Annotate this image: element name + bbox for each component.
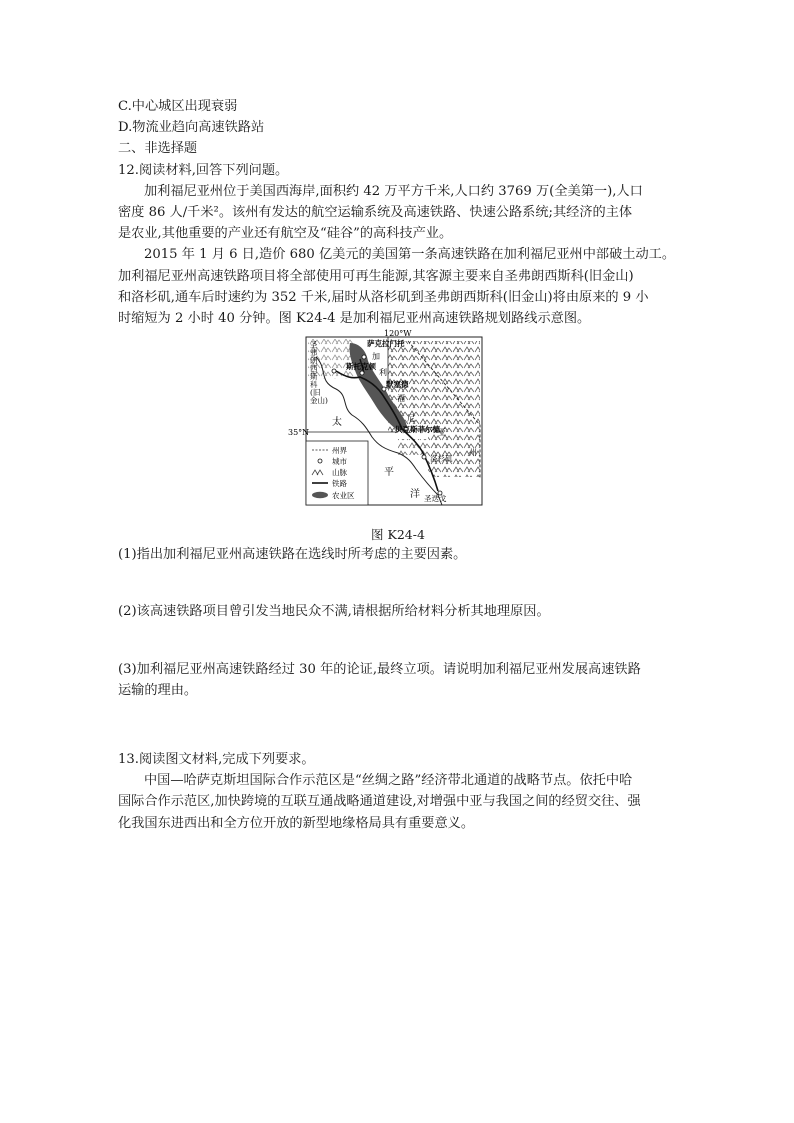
option-c: C.中心城区出现衰弱 bbox=[118, 99, 238, 114]
legend-city: 城市 bbox=[332, 457, 347, 467]
text-line: 加利福尼亚州位于美国西海岸,面积约 42 万平方千米,人口约 3769 万(全美第一),人口 bbox=[144, 183, 643, 199]
city-dot bbox=[362, 355, 366, 359]
legend-railway: 铁路 bbox=[332, 479, 347, 489]
text-line: 是农业,其他重要的产业还有航空及“硅谷”的高科技产业。 bbox=[118, 226, 453, 242]
option-d: D.物流业趋向高速铁路站 bbox=[118, 120, 265, 136]
text-line: 中国—哈萨克斯坦国际合作示范区是“丝绸之路”经济带北通道的战略节点。依托中哈 bbox=[144, 773, 633, 789]
q12-sub-2: (2)该高速铁路项目曾引发当地民众不满,请根据所给材料分析其地理原因。 bbox=[118, 604, 550, 620]
text-line: 化我国东进西出和全方位开放的新型地缘格局具有重要意义。 bbox=[118, 815, 475, 831]
svg-text:金山): 金山) bbox=[310, 396, 328, 406]
lat-label: 35°N bbox=[288, 428, 310, 438]
label-los-angeles: 洛杉矶 bbox=[430, 454, 453, 464]
svg-text:(旧: (旧 bbox=[310, 388, 321, 398]
figure-caption: 图 K24-4 bbox=[371, 527, 425, 543]
svg-text:西: 西 bbox=[310, 364, 318, 374]
q12-paragraph-2 bbox=[118, 244, 678, 329]
text-line: 2015 年 1 月 6 日,造价 680 亿美元的美国第一条高速铁路在加利福尼亚州中部破土动工。 bbox=[144, 247, 676, 263]
label-merced: 默塞德 bbox=[386, 380, 409, 390]
svg-text:朗: 朗 bbox=[310, 356, 318, 366]
ocean-char: 洋 bbox=[410, 489, 420, 501]
text-line: 密度 86 人/千米²。该州有发达的航空运输系统及高速铁路、快速公路系统;其经济的主体 bbox=[118, 205, 633, 221]
city-dot bbox=[360, 371, 364, 375]
city-dot bbox=[422, 455, 426, 459]
q12-sub-3-line-2: 运输的理由。 bbox=[118, 682, 198, 698]
svg-text:科: 科 bbox=[310, 380, 318, 390]
text-line: 和洛杉矶,通车后时速约为 352 千米,届时从洛杉矶到圣弗朗西斯科(旧金山)将由原来的 9 小 bbox=[118, 289, 649, 305]
california-railway-map bbox=[288, 329, 484, 507]
label-stockton: 斯托克顿 bbox=[346, 362, 376, 372]
state-char: 福 bbox=[397, 394, 405, 404]
question-13-stem: 13.阅读图文材料,完成下列要求。 bbox=[118, 752, 315, 768]
state-char: 利 bbox=[379, 368, 387, 378]
state-char: 加 bbox=[372, 352, 380, 362]
svg-text:弗: 弗 bbox=[310, 348, 318, 358]
svg-text:斯: 斯 bbox=[310, 372, 318, 382]
svg-text:圣: 圣 bbox=[310, 340, 318, 350]
q13-paragraph-1 bbox=[118, 770, 678, 834]
label-bakersfield: 贝克斯菲尔德 bbox=[395, 425, 440, 435]
ocean-char: 太 bbox=[332, 417, 342, 429]
legend-mountain: 山脉 bbox=[332, 468, 347, 478]
q12-sub-3-line-1: (3)加利福尼亚州高速铁路经过 30 年的论证,最终立项。请说明加利福尼亚州发展高速铁路 bbox=[118, 661, 641, 677]
question-12-stem: 12.阅读材料,回答下列问题。 bbox=[118, 162, 289, 178]
section-title: 二、非选择题 bbox=[118, 141, 198, 157]
text-line: 时缩短为 2 小时 40 分钟。图 K24-4 是加利福尼亚州高速铁路规划路线示意图。 bbox=[118, 311, 591, 327]
ocean-char: 平 bbox=[384, 467, 394, 479]
text-line: 加利福尼亚州高速铁路项目将全部使用可再生能源,其客源主要来自圣弗朗西斯科(旧金山) bbox=[118, 268, 634, 284]
label-san-diego: 圣迭戈 bbox=[424, 494, 447, 504]
q12-paragraph-1 bbox=[118, 181, 678, 245]
state-char: 尼 bbox=[407, 414, 415, 424]
legend-boundary: 州界 bbox=[332, 446, 347, 456]
label-sacramento: 萨克拉门托 bbox=[367, 339, 405, 349]
q12-sub-1: (1)指出加利福尼亚州高速铁路在选线时所考虑的主要因素。 bbox=[118, 547, 467, 563]
document-page bbox=[118, 96, 678, 834]
text-line: 国际合作示范区,加快跨境的互联互通战略通道建设,对增强中亚与我国之间的经贸交往、强 bbox=[118, 794, 641, 810]
state-char: 州 bbox=[469, 448, 477, 458]
lon-label: 120°W bbox=[384, 329, 412, 339]
city-dot bbox=[332, 369, 336, 373]
figure-k24-4 bbox=[118, 329, 678, 529]
legend-farmland: 农业区 bbox=[332, 491, 355, 501]
state-char: 亚 bbox=[438, 428, 446, 438]
